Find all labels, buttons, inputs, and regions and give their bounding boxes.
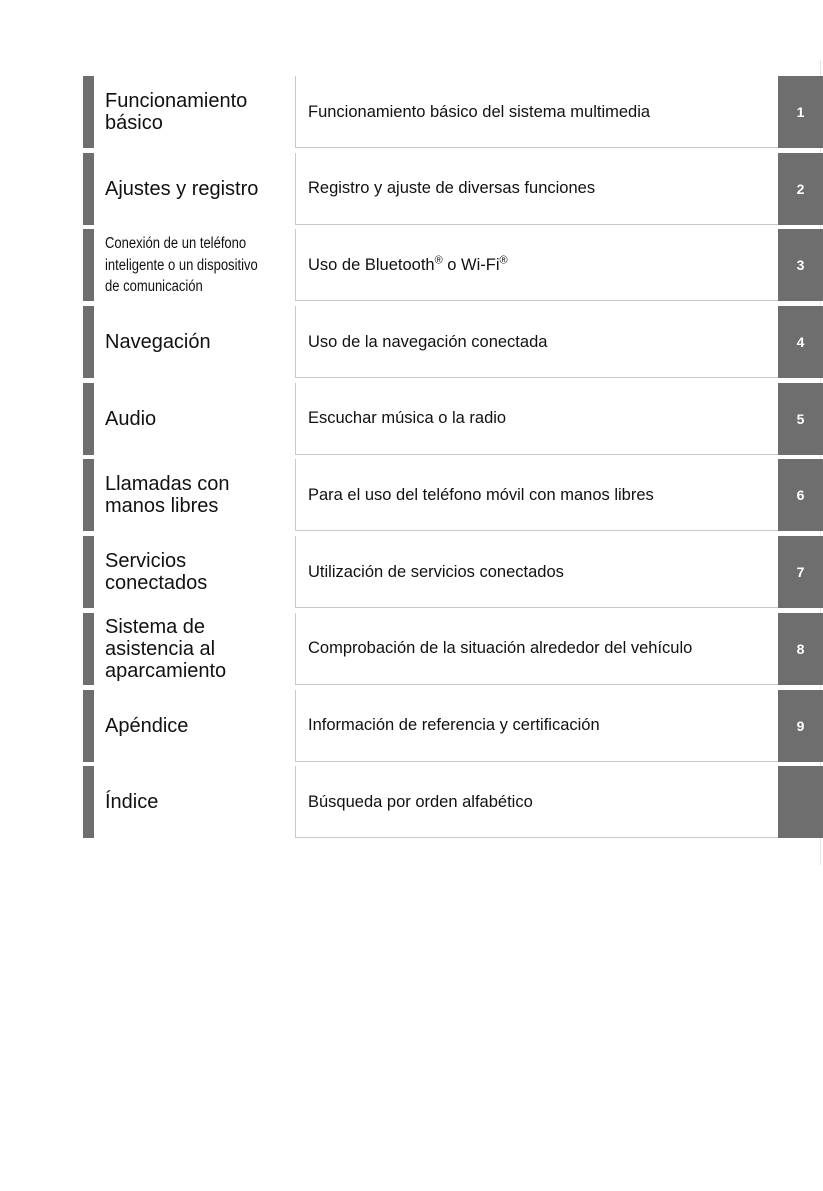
section-marker-bar — [83, 766, 94, 838]
section-description[interactable]: Escuchar música o la radio — [308, 409, 507, 428]
section-title-cell — [94, 383, 295, 455]
registered-mark: ® — [499, 254, 508, 267]
section-description-cell — [295, 690, 778, 762]
section-title-cell — [94, 153, 295, 225]
section-marker-bar — [83, 76, 94, 148]
description-text: Uso de Bluetooth — [308, 255, 435, 274]
section-title-cell — [94, 306, 295, 378]
section-description-cell — [295, 306, 778, 378]
section-title-cell — [94, 459, 295, 531]
section-description[interactable]: Para el uso del teléfono móvil con manos libres — [308, 485, 654, 504]
section-marker-bar — [83, 153, 94, 225]
section-marker-bar — [83, 383, 94, 455]
section-title-cell — [94, 536, 295, 608]
toc-row-audio[interactable] — [83, 383, 823, 455]
chapter-tab[interactable]: 2 — [778, 153, 823, 225]
section-description-cell — [295, 383, 778, 455]
section-title[interactable]: Llamadas con manos libres — [105, 473, 230, 518]
chapter-tab[interactable]: 7 — [778, 536, 823, 608]
section-title[interactable]: Índice — [105, 791, 159, 814]
section-description-cell — [295, 459, 778, 531]
section-description[interactable]: Utilización de servicios conectados — [308, 562, 564, 581]
section-description[interactable]: Funcionamiento básico del sistema multimedia — [308, 102, 651, 121]
section-description-cell — [295, 766, 778, 838]
toc-row-llamadas[interactable] — [83, 459, 823, 531]
chapter-tab[interactable]: 4 — [778, 306, 823, 378]
section-title[interactable]: Funcionamiento básico — [105, 90, 248, 134]
section-title[interactable]: Servicios conectados — [105, 550, 208, 595]
section-description[interactable]: Búsqueda por orden alfabético — [308, 792, 533, 811]
section-description-cell — [295, 536, 778, 608]
chapter-tab[interactable]: 3 — [778, 229, 823, 301]
description-text: o Wi-Fi — [442, 255, 500, 274]
chapter-tab[interactable]: 5 — [778, 383, 823, 455]
section-title-cell — [94, 690, 295, 762]
section-marker-bar — [83, 613, 94, 685]
section-marker-bar — [83, 459, 94, 531]
toc-row-indice[interactable] — [83, 766, 823, 838]
section-description[interactable]: Información de referencia y certificación — [308, 716, 600, 734]
section-marker-bar — [83, 306, 94, 378]
chapter-tab[interactable]: 8 — [778, 613, 823, 685]
section-title[interactable]: Ajustes y registro — [105, 177, 259, 200]
toc-row-ajustes[interactable] — [83, 153, 823, 225]
section-marker-bar — [83, 229, 94, 301]
section-title-cell — [94, 613, 295, 685]
toc-row-conexion[interactable] — [83, 229, 823, 301]
section-title[interactable]: Conexión de un teléfono inteligente o un dispositivo de comunicación — [105, 235, 258, 296]
section-description-cell — [295, 153, 778, 225]
toc-row-asistencia[interactable] — [83, 613, 823, 685]
section-title-cell — [94, 76, 295, 148]
chapter-tab[interactable]: 1 — [778, 76, 823, 148]
section-title[interactable]: Apéndice — [105, 714, 189, 737]
chapter-tab[interactable]: 9 — [778, 690, 823, 762]
section-description[interactable]: Comprobación de la situación alrededor del vehículo — [308, 639, 693, 658]
section-description[interactable] — [308, 255, 508, 275]
section-title-cell — [94, 766, 295, 838]
toc-row-apendice[interactable] — [83, 690, 823, 762]
toc-row-navegacion[interactable] — [83, 306, 823, 378]
section-description[interactable]: Uso de la navegación conectada — [308, 332, 548, 351]
section-description-cell — [295, 613, 778, 685]
section-marker-bar — [83, 690, 94, 762]
section-title-cell — [94, 229, 295, 301]
section-title[interactable]: Audio — [105, 407, 157, 430]
section-title[interactable]: Navegación — [105, 331, 211, 354]
section-title[interactable]: Sistema de asistencia al aparcamiento — [105, 615, 227, 682]
section-description[interactable]: Registro y ajuste de diversas funciones — [308, 179, 596, 198]
section-marker-bar — [83, 536, 94, 608]
toc-row-funcionamiento[interactable] — [83, 76, 823, 148]
chapter-tab[interactable]: 6 — [778, 459, 823, 531]
table-of-contents — [83, 76, 823, 843]
chapter-tab[interactable] — [778, 766, 823, 838]
toc-row-servicios[interactable] — [83, 536, 823, 608]
section-description-cell — [295, 76, 778, 148]
registered-mark: ® — [434, 254, 443, 267]
section-description-cell — [295, 229, 778, 301]
